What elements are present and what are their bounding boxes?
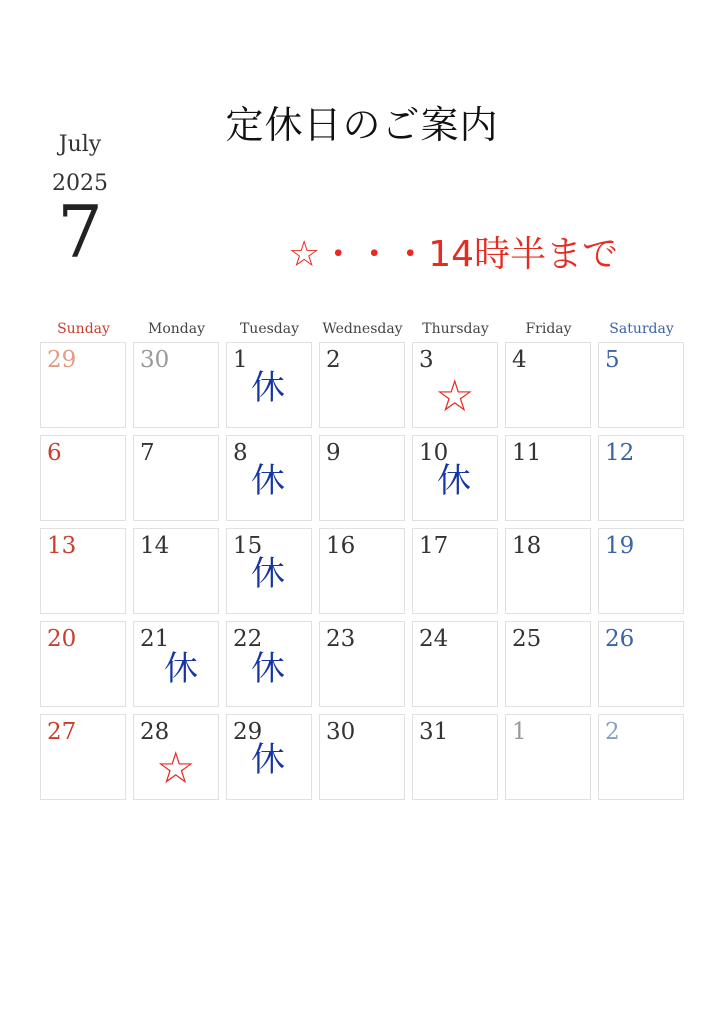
day-cell bbox=[598, 621, 684, 707]
weekday-monday: Monday bbox=[148, 321, 205, 337]
day-cell bbox=[505, 621, 591, 707]
day-number: 19 bbox=[605, 533, 635, 559]
day-cell bbox=[598, 342, 684, 428]
day-number: 10 bbox=[419, 440, 449, 466]
star-icon: ☆ bbox=[435, 371, 475, 422]
day-number: 6 bbox=[47, 440, 62, 466]
day-number: 12 bbox=[605, 440, 635, 466]
day-number: 8 bbox=[233, 440, 248, 466]
day-cell bbox=[598, 435, 684, 521]
day-cell bbox=[226, 714, 312, 800]
closed-day-mark: 休 bbox=[251, 368, 285, 408]
day-cell bbox=[598, 714, 684, 800]
closed-day-mark: 休 bbox=[251, 461, 285, 501]
day-cell bbox=[412, 714, 498, 800]
day-cell bbox=[319, 528, 405, 614]
day-number: 22 bbox=[233, 626, 263, 652]
weekday-friday: Friday bbox=[525, 321, 572, 337]
day-number: 4 bbox=[512, 347, 527, 373]
day-number: 9 bbox=[326, 440, 341, 466]
day-number: 3 bbox=[419, 347, 434, 373]
day-number: 18 bbox=[512, 533, 542, 559]
weekday-sunday: Sunday bbox=[57, 321, 110, 337]
day-cell bbox=[319, 714, 405, 800]
day-number: 24 bbox=[419, 626, 449, 652]
day-cell bbox=[319, 342, 405, 428]
day-cell bbox=[40, 621, 126, 707]
star-icon: ☆ bbox=[156, 743, 196, 794]
star-legend: ☆・・・14時半まで bbox=[288, 234, 619, 275]
day-number: 25 bbox=[512, 626, 542, 652]
day-number: 29 bbox=[233, 719, 263, 745]
day-cell bbox=[133, 435, 219, 521]
weekday-saturday: Saturday bbox=[609, 321, 674, 337]
closed-day-mark: 休 bbox=[251, 554, 285, 594]
day-cell bbox=[319, 621, 405, 707]
day-number: 1 bbox=[512, 719, 527, 745]
day-cell bbox=[505, 528, 591, 614]
month-name: July bbox=[58, 132, 102, 157]
day-number: 27 bbox=[47, 719, 77, 745]
weekday-thursday: Thursday bbox=[422, 321, 489, 337]
day-cell bbox=[40, 342, 126, 428]
day-number: 26 bbox=[605, 626, 635, 652]
day-cell bbox=[133, 714, 219, 800]
year: 2025 bbox=[52, 171, 108, 196]
day-number: 16 bbox=[326, 533, 356, 559]
day-cell bbox=[133, 528, 219, 614]
day-number: 31 bbox=[419, 719, 449, 745]
day-number: 13 bbox=[47, 533, 77, 559]
day-number: 29 bbox=[47, 347, 77, 373]
weekday-wednesday: Wednesday bbox=[322, 321, 403, 337]
day-number: 17 bbox=[419, 533, 449, 559]
closed-day-mark: 休 bbox=[251, 740, 285, 780]
closed-day-mark: 休 bbox=[164, 649, 198, 689]
day-cell bbox=[505, 714, 591, 800]
day-cell bbox=[40, 714, 126, 800]
day-number: 20 bbox=[47, 626, 77, 652]
closed-day-mark: 休 bbox=[437, 461, 471, 501]
day-cell bbox=[133, 621, 219, 707]
day-cell bbox=[412, 528, 498, 614]
day-cell bbox=[226, 342, 312, 428]
day-number: 28 bbox=[140, 719, 170, 745]
day-cell bbox=[133, 342, 219, 428]
day-cell bbox=[40, 528, 126, 614]
day-cell bbox=[505, 435, 591, 521]
day-number: 2 bbox=[326, 347, 341, 373]
closed-day-mark: 休 bbox=[251, 649, 285, 689]
day-number: 30 bbox=[326, 719, 356, 745]
day-number: 15 bbox=[233, 533, 263, 559]
day-cell bbox=[598, 528, 684, 614]
day-number: 5 bbox=[605, 347, 620, 373]
day-number: 23 bbox=[326, 626, 356, 652]
day-cell bbox=[226, 528, 312, 614]
day-cell bbox=[40, 435, 126, 521]
day-number: 1 bbox=[233, 347, 248, 373]
day-cell bbox=[505, 342, 591, 428]
day-cell bbox=[412, 621, 498, 707]
day-cell bbox=[226, 621, 312, 707]
day-number: 14 bbox=[140, 533, 170, 559]
day-number: 30 bbox=[140, 347, 170, 373]
day-cell bbox=[412, 435, 498, 521]
weekday-tuesday: Tuesday bbox=[239, 321, 300, 337]
day-number: 11 bbox=[512, 440, 542, 466]
day-number: 2 bbox=[605, 719, 620, 745]
month-number: 7 bbox=[57, 190, 103, 274]
day-cell bbox=[412, 342, 498, 428]
day-cell bbox=[226, 435, 312, 521]
day-cell bbox=[319, 435, 405, 521]
day-number: 7 bbox=[140, 440, 155, 466]
page-title: 定休日のご案内 bbox=[225, 103, 499, 147]
day-number: 21 bbox=[140, 626, 170, 652]
